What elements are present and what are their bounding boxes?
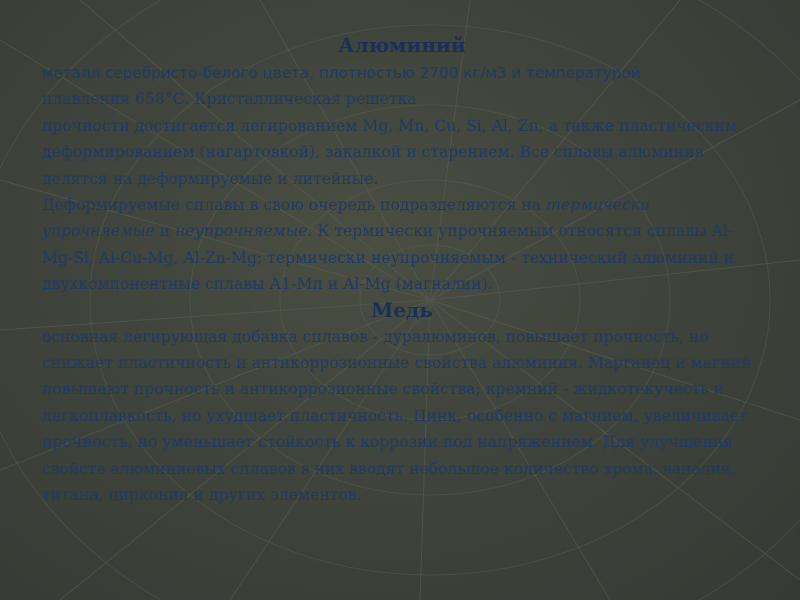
aluminum-line-1: металл серебристо-белого цвета, плотностью 2700 кг/м3 и температурой — [42, 64, 641, 82]
aluminum-line-3: прочности достигается легированием Mg, Mn, Cu, Si, Al, Zn, а также пластическим деформированием (нагартовкой), закалкой и старением. Все сплавы алюминия делятся на деформируемые и литейные. — [42, 116, 737, 188]
aluminum-line-4-rest: . К термически упрочняемым относятся сплавы Al-Mg-Si, Al-Cu-Mg, Al-Zn-Mg; термически неупрочняемым - технический алюминий и двухкомпонентные сплавы А1-Мп и Al-Mg (магналии). — [42, 222, 735, 294]
aluminum-paragraph — [42, 60, 762, 298]
aluminum-heading: Алюминий — [338, 33, 466, 57]
term-non-hardenable: неупрочняемые — [175, 222, 308, 241]
slide-content — [42, 30, 762, 509]
copper-paragraph: основная легирующая добавка сплавов - дуралюминов, повышает прочность, но снижает пластичность и антикоррозионные свойства алюминия. Марганец и магний повышают прочность и антикоррозионные свойства; кремний - жидкотекучесть и легкоплавкость, но ухудшает пластичность. Цинк, особенно с магнием, увеличивает прочность, но уменьшает стойкость к коррозии под напряжением. Для улучшения свойств алюминиевых сплавов в них вводят небольшое количество хрома, ванадия, титана, циркония и других элементов. — [42, 327, 752, 505]
term-heat-treatable: термически упрочняемые — [42, 196, 651, 241]
aluminum-line-4-start: Деформируемые сплавы в свою очередь подразделяются на — [42, 196, 547, 215]
aluminum-line-2: плавления 658°С. Кристаллическая решетка — [42, 90, 417, 109]
copper-heading: Медь — [371, 297, 433, 322]
aluminum-line-4-and: и — [154, 222, 176, 241]
